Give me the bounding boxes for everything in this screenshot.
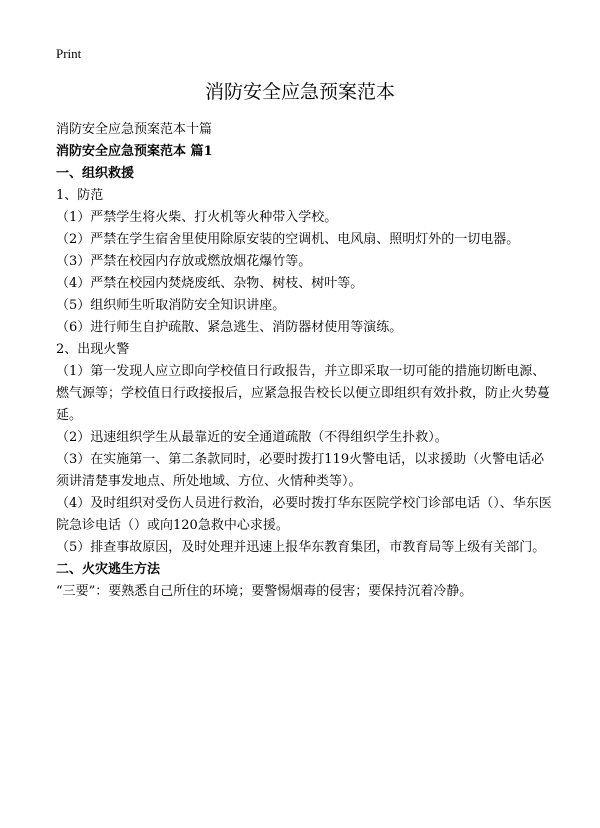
prevention-item: （6）进行师生自护疏散、紧急逃生、消防器材使用等演练。 [56,320,403,335]
prevention-item: （3）严禁在校园内存放或燃放烟花爆竹等。 [56,254,312,269]
prevention-item: （4）严禁在校园内焚烧废纸、杂物、树枝、树叶等。 [56,276,364,291]
alarm-item: （1）第一发现人应立即向学校值日行政报告，并立即采取一切可能的措施切断电源、燃气源等；学校值日行政接报后，应紧急报告校长以便立即组织有效扑救，防止火势蔓延。 [56,364,551,423]
alarm-item: （5）排查事故原因，及时处理并迅速上报华东教育集团，市教育局等上级有关部门。 [56,540,546,555]
escape-text: “三要”：要熟悉自己所住的环境；要警惕烟毒的侵害；要保持沉着冷静。 [56,584,473,599]
print-link[interactable]: Print [56,46,82,61]
document-body [56,119,555,603]
prevention-item: （1）严禁学生将火柴、打火机等火种带入学校。 [56,210,338,225]
section-heading-escape: 二、火灾逃生方法 [56,562,161,577]
alarm-item: （2）迅速组织学生从最靠近的安全通道疏散（不得组织学生扑救）。 [56,430,448,445]
document-title: 消防安全应急预案范本 [204,81,395,103]
alarm-item: （4）及时组织对受伤人员进行救治，必要时拨打华东医院学校门诊部电话（）、华东医院急诊电话（）或向120急救中心求援。 [56,496,552,533]
alarm-item: （3）在实施第一、第二条款同时，必要时拨打119火警电话，以求援助（火警电话必须讲清楚事发地点、所处地域、方位、火情种类等）。 [56,452,545,489]
document-subtitle: 消防安全应急预案范本十篇 [56,122,213,137]
article-heading: 消防安全应急预案范本 篇1 [56,144,213,159]
subheading-fire-alarm: 2、出现火警 [56,342,130,357]
subheading-prevention: 1、防范 [56,188,104,203]
prevention-item: （2）严禁在学生宿舍里使用除原安装的空调机、电风扇、照明灯外的一切电器。 [56,232,520,247]
section-heading-rescue: 一、组织救援 [56,166,135,181]
prevention-item: （5）组织师生听取消防安全知识讲座。 [56,298,286,313]
